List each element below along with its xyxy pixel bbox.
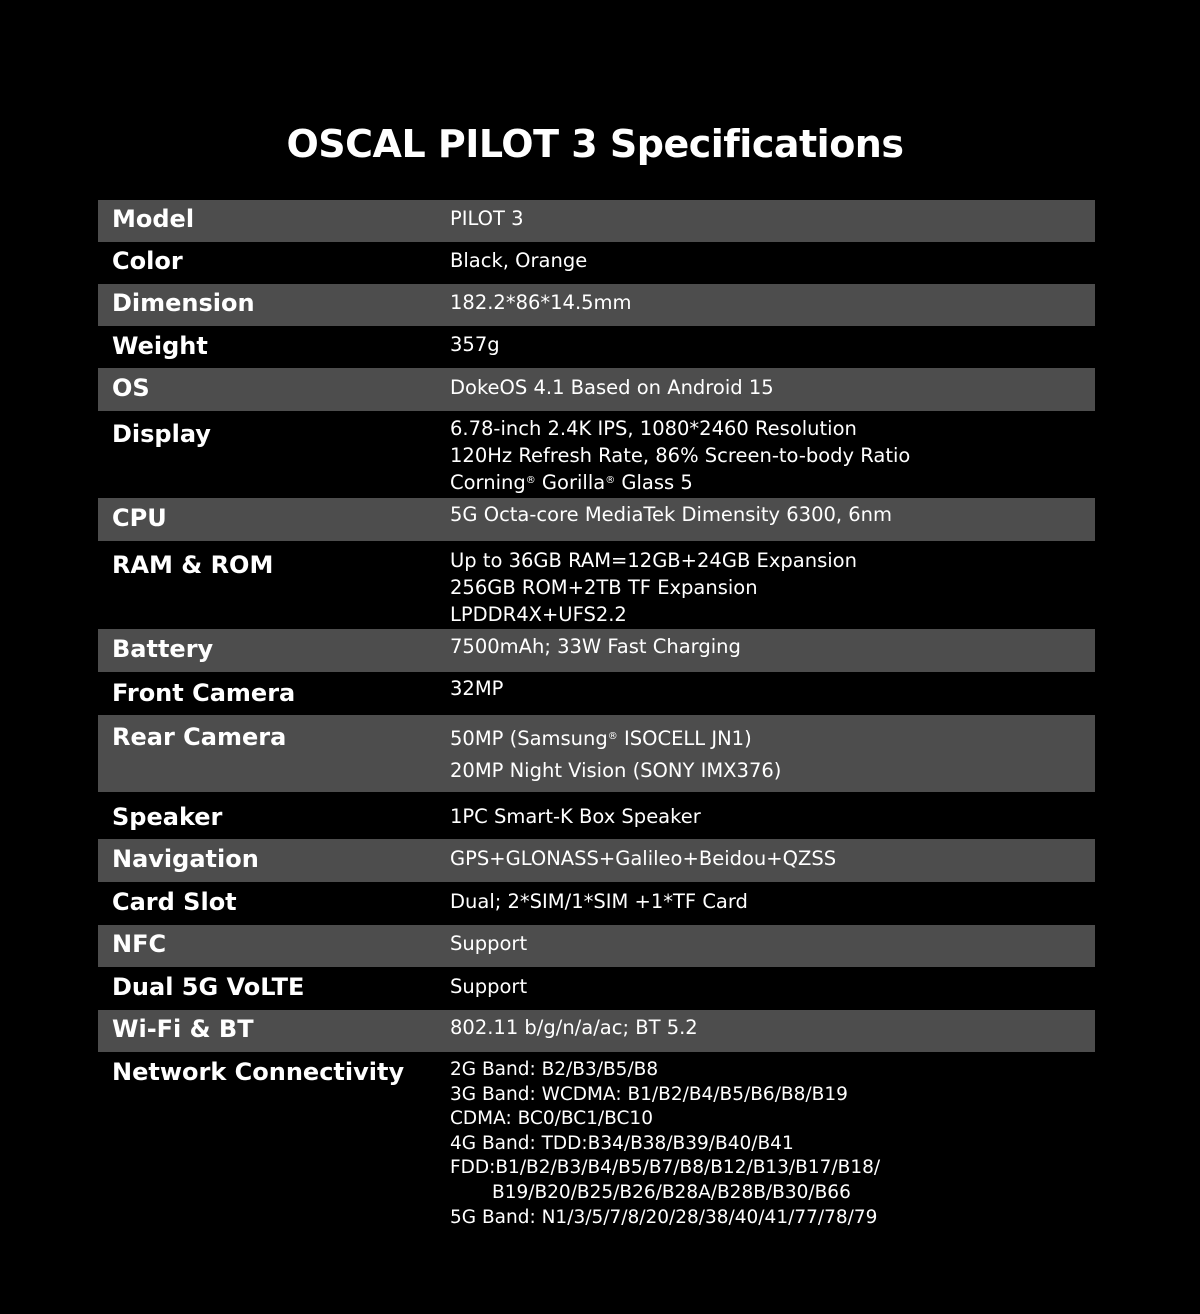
page-title: OSCAL PILOT 3 Specifications: [286, 122, 904, 166]
spec-row-speaker: [98, 792, 1095, 839]
spec-value: [450, 723, 781, 787]
spec-value-line: Corning® Gorilla® Glass 5: [450, 471, 693, 494]
spec-value: [450, 806, 701, 828]
spec-value-line: GPS+GLONASS+Galileo+Beidou+QZSS: [450, 847, 837, 870]
spec-row-dimension: [98, 284, 1095, 326]
spec-value-line: 5G Octa-core MediaTek Dimensity 6300, 6nm: [450, 503, 893, 526]
spec-row-battery: [98, 629, 1095, 672]
spec-value-line: 4G Band: TDD:B34/B38/B39/B40/B41: [450, 1132, 794, 1154]
spec-value-line: Dual; 2*SIM/1*SIM +1*TF Card: [450, 890, 748, 913]
spec-value-line: 256GB ROM+2TB TF Expansion: [450, 576, 758, 599]
spec-row-weight: [98, 326, 1095, 368]
spec-label: CPU: [112, 504, 167, 532]
spec-row-display: [98, 411, 1095, 498]
spec-row-nfc: [98, 925, 1095, 967]
spec-value-line: Black, Orange: [450, 249, 588, 272]
spec-row-cpu: [98, 498, 1095, 541]
spec-row-os: [98, 368, 1095, 411]
spec-value-line: Support: [450, 932, 528, 955]
spec-row-wi-fi-bt: [98, 1010, 1095, 1052]
spec-row-color: [98, 242, 1095, 284]
spec-value-line: 802.11 b/g/n/a/ac; BT 5.2: [450, 1016, 698, 1039]
spec-value-line: 1PC Smart-K Box Speaker: [450, 805, 701, 828]
spec-label: Wi-Fi & BT: [112, 1015, 254, 1043]
spec-value: [450, 547, 857, 628]
spec-value-line: 32MP: [450, 677, 504, 700]
spec-label: Display: [112, 420, 211, 448]
spec-label: Navigation: [112, 845, 259, 873]
spec-label: RAM & ROM: [112, 551, 274, 579]
spec-value: [450, 933, 527, 955]
spec-label: Color: [112, 247, 183, 275]
spec-label: Dual 5G VoLTE: [112, 973, 305, 1001]
spec-table: [98, 200, 1095, 1242]
spec-value: [450, 1017, 698, 1039]
spec-value-line: 7500mAh; 33W Fast Charging: [450, 635, 741, 658]
spec-value: [450, 292, 632, 314]
spec-value-line: 3G Band: WCDMA: B1/B2/B4/B5/B6/B8/B19: [450, 1083, 848, 1105]
spec-value: [450, 1058, 880, 1230]
spec-value: [450, 678, 503, 700]
spec-label: Battery: [112, 635, 214, 663]
spec-value: [450, 976, 527, 998]
spec-label: NFC: [112, 930, 167, 958]
spec-row-card-slot: [98, 882, 1095, 925]
spec-value-line: LPDDR4X+UFS2.2: [450, 603, 627, 626]
spec-value-line: 5G Band: N1/3/5/7/8/20/28/38/40/41/77/78/79: [450, 1206, 878, 1228]
spec-value-line: Up to 36GB RAM=12GB+24GB Expansion: [450, 549, 857, 572]
spec-row-model: [98, 200, 1095, 242]
spec-row-rear-camera: [98, 715, 1095, 792]
spec-label: Dimension: [112, 289, 255, 317]
spec-value-line: 6.78-inch 2.4K IPS, 1080*2460 Resolution: [450, 417, 857, 440]
spec-value-line: 120Hz Refresh Rate, 86% Screen-to-body Ratio: [450, 444, 911, 467]
spec-label: Rear Camera: [112, 723, 287, 751]
spec-value-line: PILOT 3: [450, 207, 524, 230]
spec-label: OS: [112, 374, 150, 402]
spec-value-line: DokeOS 4.1 Based on Android 15: [450, 376, 774, 399]
spec-value-line: Support: [450, 975, 528, 998]
spec-value: [450, 250, 587, 272]
spec-label: Card Slot: [112, 888, 237, 916]
spec-value-line: 357g: [450, 333, 500, 356]
spec-value-line: 20MP Night Vision (SONY IMX376): [450, 759, 782, 782]
spec-row-navigation: [98, 839, 1095, 882]
spec-label: Model: [112, 205, 195, 233]
spec-value-line: 2G Band: B2/B3/B5/B8: [450, 1059, 659, 1080]
spec-value-line: B19/B20/B25/B26/B28A/B28B/B30/B66: [492, 1181, 851, 1203]
spec-value-line: 50MP (Samsung® ISOCELL JN1): [450, 727, 752, 750]
spec-value-line: CDMA: BC0/BC1/BC10: [450, 1108, 653, 1130]
spec-value: [450, 208, 524, 230]
spec-label: Front Camera: [112, 679, 296, 707]
spec-value-line: 182.2*86*14.5mm: [450, 291, 632, 314]
spec-label: Speaker: [112, 803, 223, 831]
spec-value: [450, 636, 741, 658]
spec-value: [450, 377, 774, 399]
spec-value-line: FDD:B1/B2/B3/B4/B5/B7/B8/B12/B13/B17/B18/: [450, 1157, 881, 1179]
spec-value: [450, 334, 500, 356]
spec-label: Network Connectivity: [112, 1058, 405, 1086]
spec-row-front-camera: [98, 672, 1095, 715]
spec-row-network-connectivity: [98, 1052, 1095, 1242]
spec-row-ram-rom: [98, 541, 1095, 629]
spec-row-dual-5g-volte: [98, 967, 1095, 1010]
spec-value: [450, 415, 910, 496]
spec-value: [450, 848, 836, 870]
spec-value: [450, 504, 892, 526]
spec-label: Weight: [112, 332, 208, 360]
spec-value: [450, 891, 748, 913]
